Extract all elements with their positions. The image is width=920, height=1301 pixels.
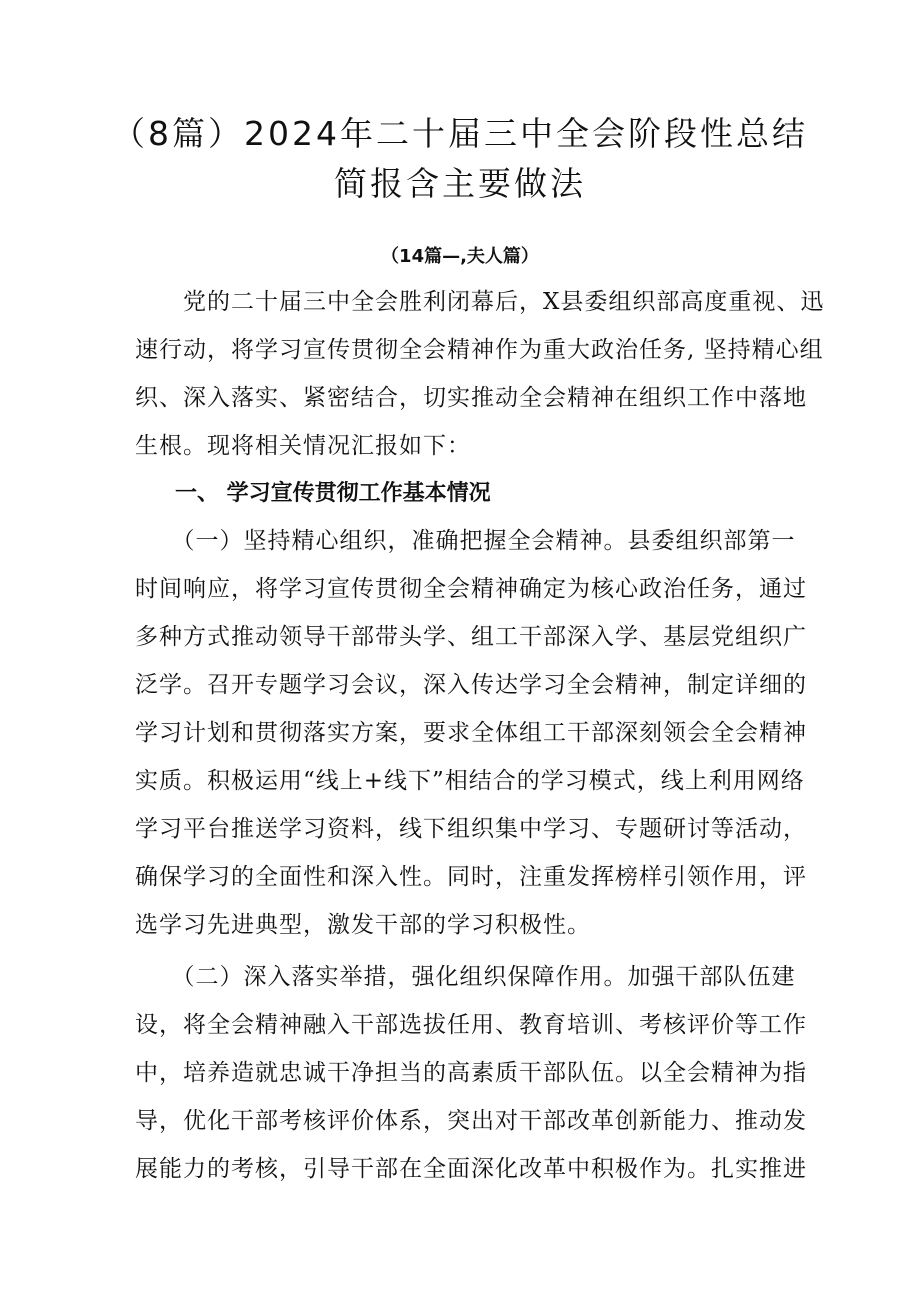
- text-line: 党的二十届三中全会胜利闭幕后，X县委组织部高度重视、迅: [135, 289, 825, 315]
- text-line: 速行动，将学习宣传贯彻全会精神作为重大政治任务, 坚持精心组: [135, 337, 824, 363]
- paragraph-intro: [135, 278, 825, 470]
- text-line: 展能力的考核，引导干部在全面深化改革中积极作为。扎实推进: [135, 1156, 807, 1182]
- section-heading: 一、 学习宣传贯彻工作基本情况: [175, 481, 491, 506]
- text-line: （一）坚持精心组织，准确把握全会精神。县委组织部第一: [135, 528, 796, 554]
- paragraph-section-1: [135, 517, 807, 949]
- text-line: 学习计划和贯彻落实方案，要求全体组工干部深刻领会全会精神: [135, 720, 807, 746]
- text-line: 设，将全会精神融入干部选拔任用、教育培训、考核评价等工作: [135, 1012, 807, 1038]
- text-line: 织、深入落实、紧密结合，切实推动全会精神在组织工作中落地: [135, 385, 807, 411]
- text-line: 时间响应，将学习宣传贯彻全会精神确定为核心政治任务，通过: [135, 576, 807, 602]
- text-line: （二）深入落实举措，强化组织保障作用。加强干部队伍建: [135, 964, 796, 990]
- paragraph-section-2: [135, 953, 807, 1193]
- document-title-line-1: （8篇）2024年二十届三中全会阶段性总结: [112, 114, 808, 153]
- document-subtitle: （14篇—,夫人篇）: [381, 246, 539, 267]
- document-title-line-2: 简报含主要做法: [334, 164, 586, 203]
- text-line: 多种方式推动领导干部带头学、组工干部深入学、基层党组织广: [135, 624, 807, 650]
- text-line: 生根。现将相关情况汇报如下：: [135, 433, 471, 459]
- text-line: 泛学。召开专题学习会议，深入传达学习全会精神，制定详细的: [135, 672, 807, 698]
- text-line: 学习平台推送学习资料，线下组织集中学习、专题研讨等活动，: [135, 816, 807, 842]
- text-line: 导，优化干部考核评价体系，突出对干部改革创新能力、推动发: [135, 1108, 807, 1134]
- text-line: 实质。积极运用“线上+线下”相结合的学习模式，线上利用网络: [135, 768, 805, 794]
- text-line: 选学习先进典型，激发干部的学习积极性。: [135, 912, 591, 938]
- text-line: 中，培养造就忠诚干净担当的高素质干部队伍。以全会精神为指: [135, 1060, 807, 1086]
- text-line: 确保学习的全面性和深入性。同时，注重发挥榜样引领作用，评: [135, 864, 807, 890]
